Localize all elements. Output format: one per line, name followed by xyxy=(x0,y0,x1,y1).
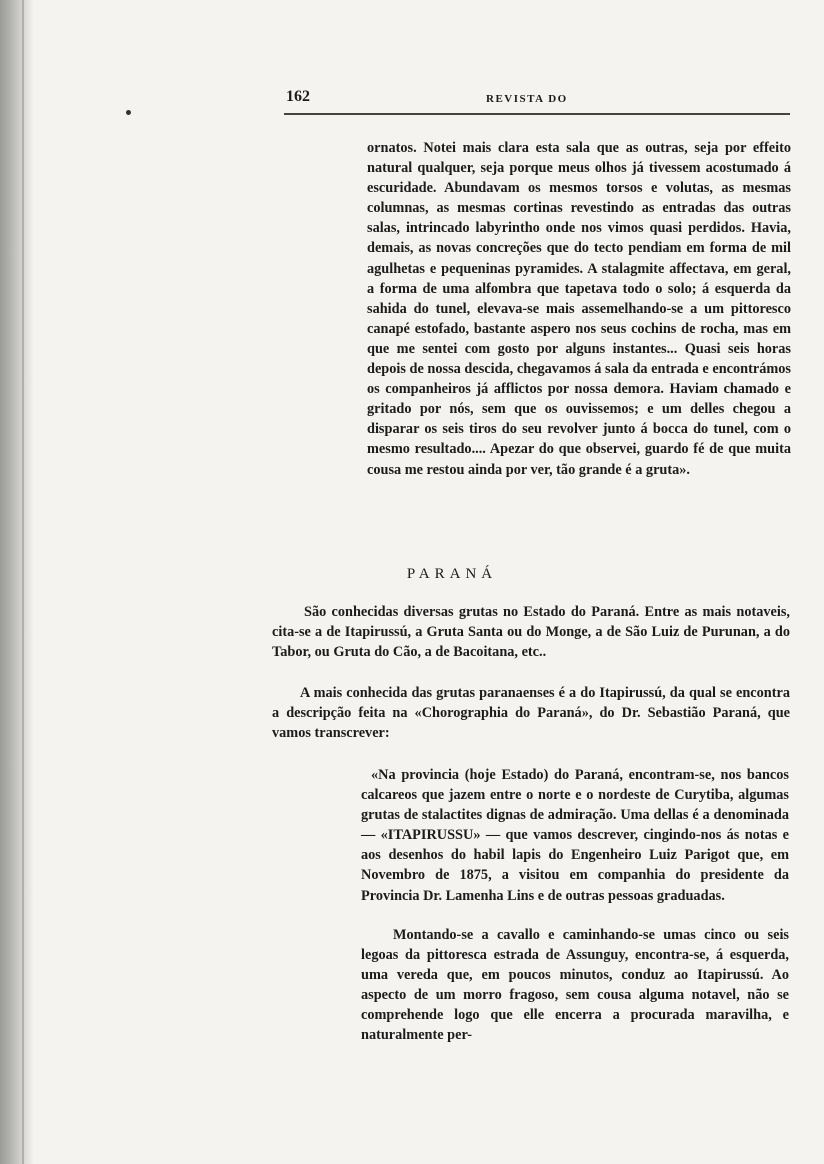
paragraph-itapirussu: A mais conhecida das grutas paranaenses é a do Itapirussú, da qual se encontra a descripção feita na «Chorographia do Paraná», do Dr. Sebastião Paraná, que vamos transcrever: xyxy=(272,685,790,742)
page-edge-shadow xyxy=(0,0,34,1164)
paragraph-continuation: ornatos. Notei mais clara esta sala que as outras, seja por effeito natural qualquer, seja porque meus olhos já tivessem acostumado á escuridade. Abundavam os mesmos torsos e volutas, as mesmas columnas, as mesmas cortinas revestindo as entradas das outras salas, intrincado labyrintho onde nos vimos quasi perdidos. Havia, demais, as novas concreções que do tecto pendiam em forma de mil agulhetas e pequeninas pyramides. A stalagmite affectava, em geral, a forma de uma alfombra que tapetava todo o solo; á esquerda da sahida do tunel, elevava-se mais assemelhando-se a um pittoresco canapé estofado, bastante aspero nos seus cochins de rocha, mas em que me sentei com gosto por alguns instantes... Quasi seis horas depois de nossa descida, chegavamos á sala da entrada e encontrámos os companheiros já afflictos por nossa demora. Haviam chamado e gritado por nós, sem que os ouvissemos; e um delles chegou a disparar os seis tiros do seu revolver junto á bocca do tunel, com o mesmo resultado.... Apezar do que observei, guardo fé de que muita cousa me restou ainda por ver, tão grande é a gruta». xyxy=(367,140,791,478)
paragraph-grutas-parana: São conhecidas diversas grutas no Estado do Paraná. Entre as mais notaveis, cita-se a de Itapirussú, a Gruta Santa ou do Monge, a de São Luiz de Purunan, a do Tabor, ou Gruta do Cão, a de Bacoitana, etc.. xyxy=(272,604,790,661)
section-title: PARANÁ xyxy=(406,566,498,582)
header-rule xyxy=(284,113,790,115)
binding-line xyxy=(22,0,24,1164)
quoted-paragraph-provincia: «Na provincia (hoje Estado) do Paraná, encontram-se, nos bancos calcareos que jazem entre o norte e o nordeste de Curytiba, algumas grutas de stalactites dignas de admiração. Uma dellas é a denominada — «ITAPIRUSSU» — que vamos descrever, cingindo-nos ás notas e aos desenhos do habil lapis do Engenheiro Luiz Parigot que, em Novembro de 1875, a visitou em companhia do presidente da Provincia Dr. Lamenha Lins e de outras pessoas graduadas. xyxy=(361,767,789,904)
running-head: REVISTA DO xyxy=(486,93,568,105)
margin-dot xyxy=(126,110,131,115)
page-number: 162 xyxy=(286,88,310,105)
quoted-paragraph-cavallo: Montando-se a cavallo e caminhando-se umas cinco ou seis legoas da pittoresca estrada de Assunguy, encontra-se, á esquerda, uma vereda que, em poucos minutos, conduz ao Itapirussú. Ao aspecto de um morro fragoso, sem cousa alguma notavel, não se comprehende logo que elle encerra a procurada maravilha, e naturalmente per- xyxy=(361,927,789,1044)
